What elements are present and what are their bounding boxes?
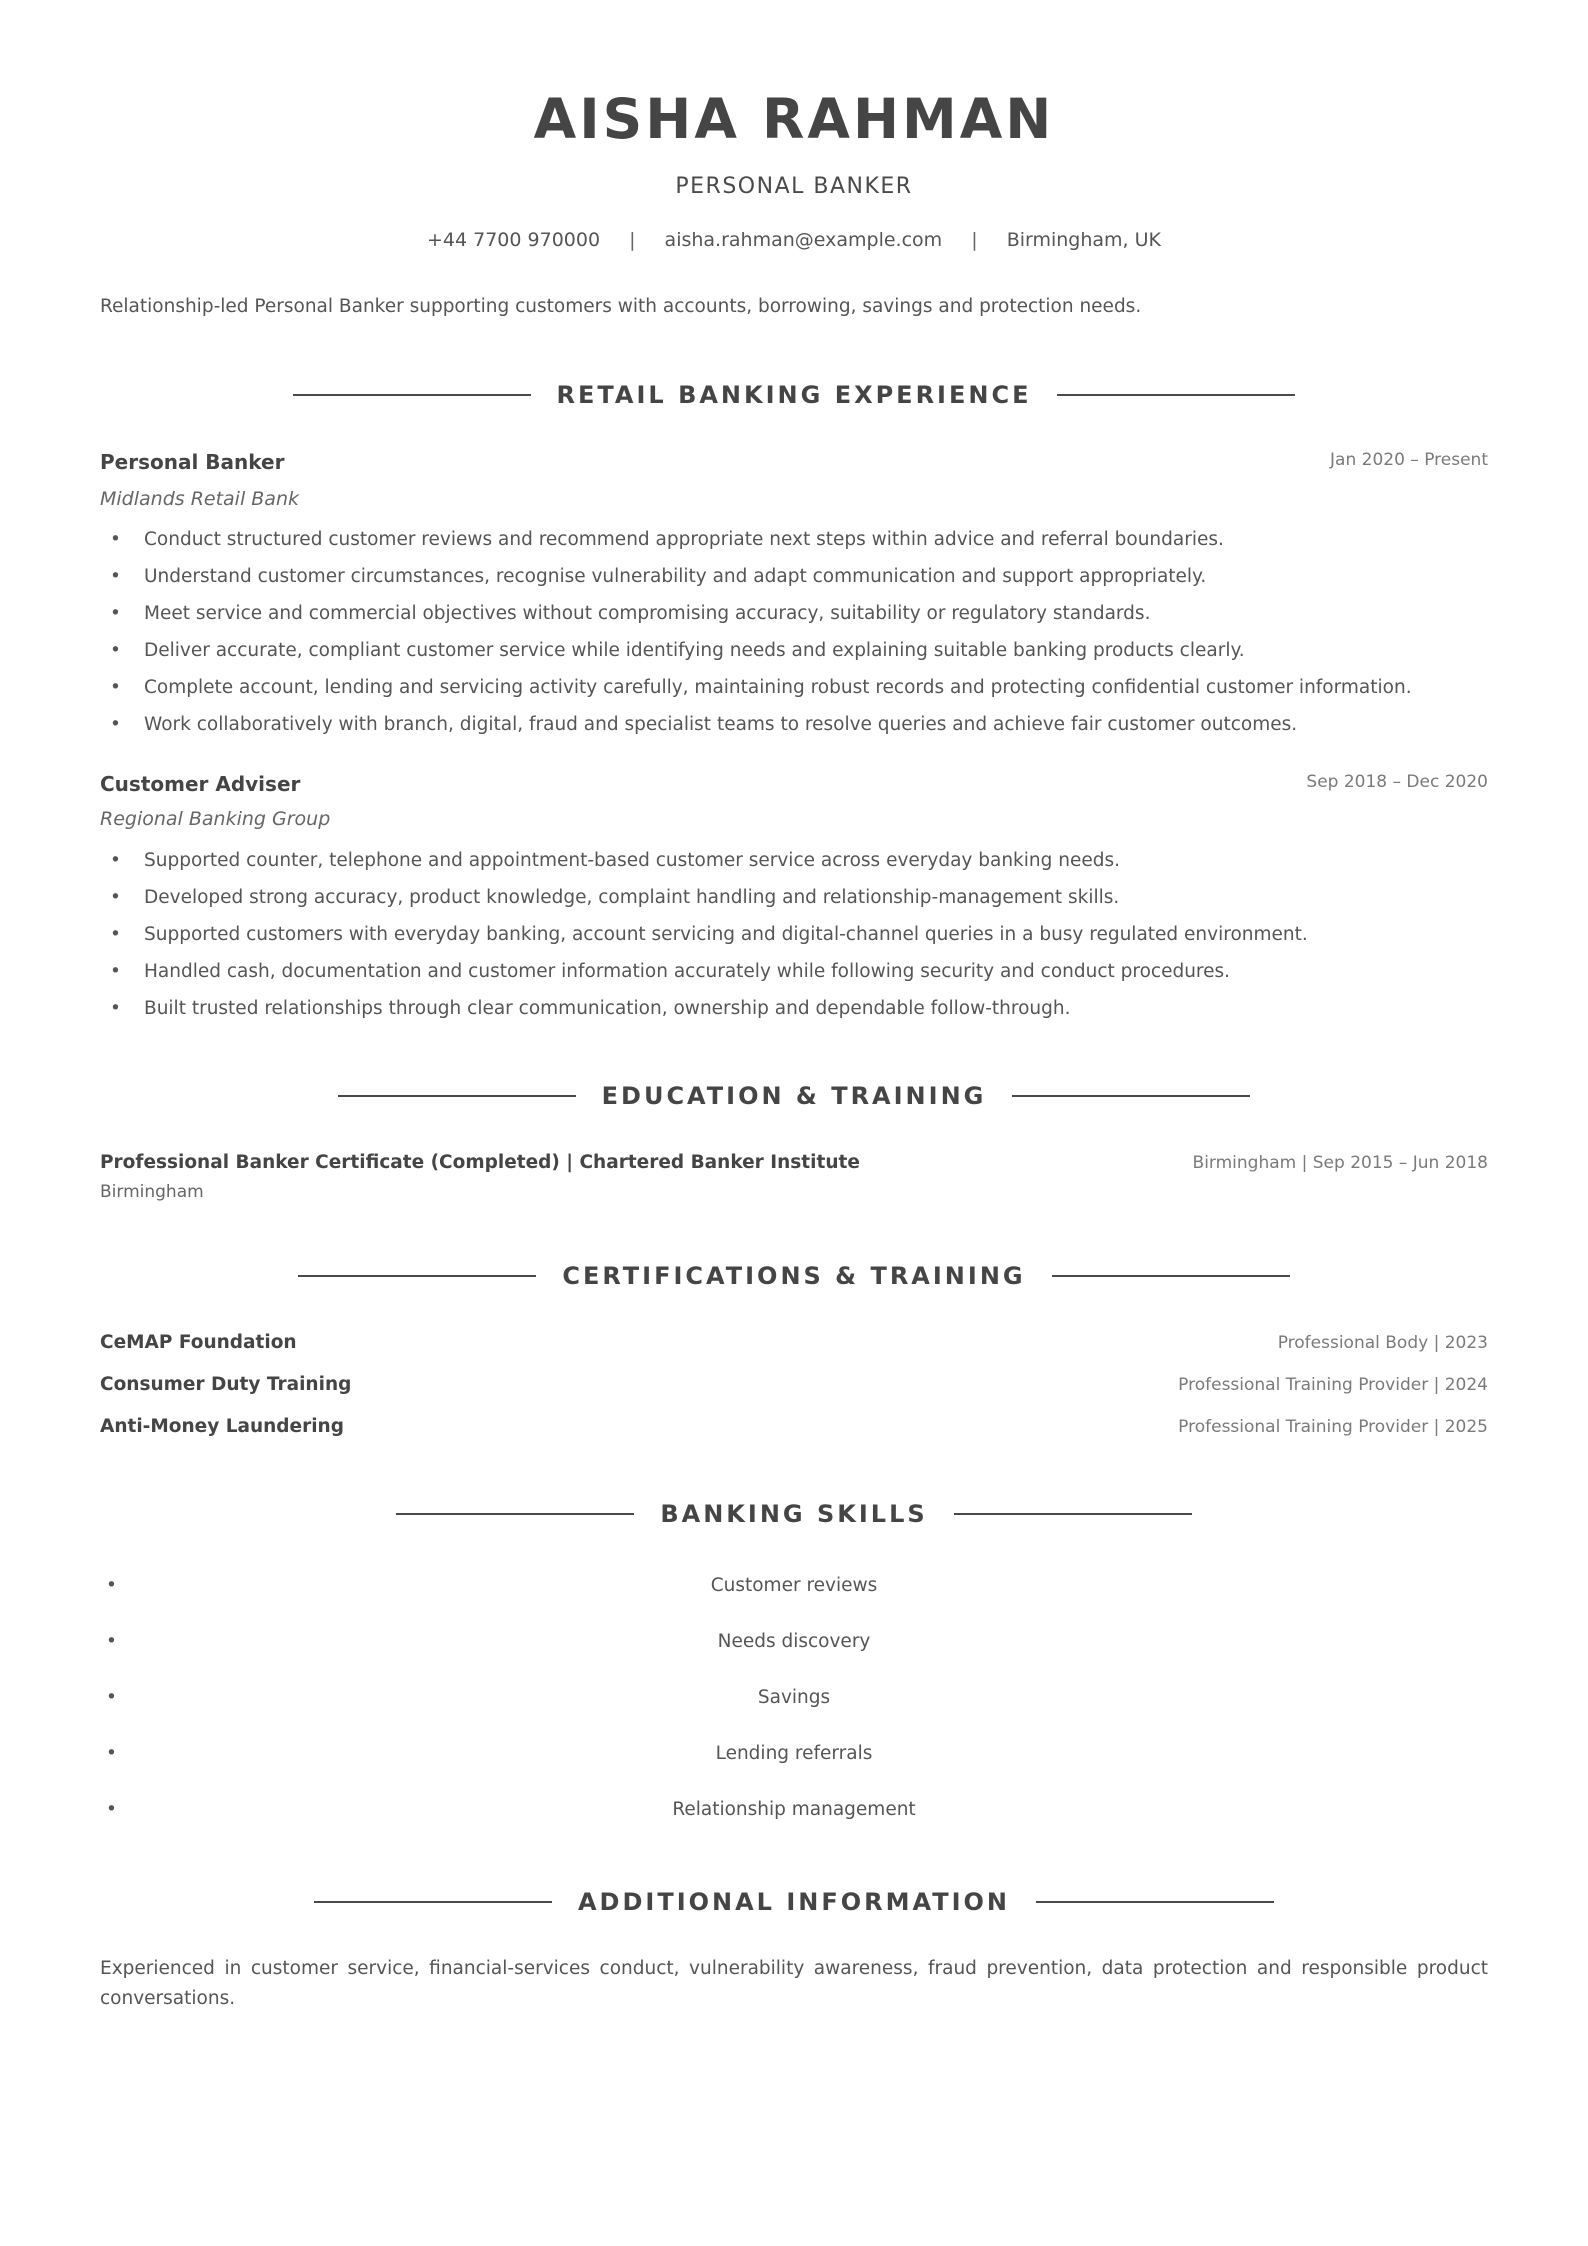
- job-title: Personal Banker: [100, 450, 285, 474]
- section-heading-label: ADDITIONAL INFORMATION: [577, 1888, 1011, 1916]
- skill-item: • Customer reviews: [100, 1558, 1488, 1614]
- section-heading-experience: [100, 378, 1488, 412]
- heading-rule-right: [1036, 1901, 1274, 1903]
- certification-name: Anti-Money Laundering: [100, 1416, 344, 1437]
- education-title: Professional Banker Certificate (Completed) | Chartered Banker Institute: [100, 1152, 860, 1173]
- certification-name: CeMAP Foundation: [100, 1332, 297, 1353]
- skill-item: • Lending referrals: [100, 1726, 1488, 1782]
- bullet-item: • Work collaboratively with branch, digital, fraud and specialist teams to resolve queries and achieve fair customer outcomes.: [144, 706, 1488, 743]
- section-heading-label: RETAIL BANKING EXPERIENCE: [556, 381, 1032, 409]
- section-heading-skills: [100, 1497, 1488, 1531]
- bullet-item: • Developed strong accuracy, product knowledge, complaint handling and relationship-management skills.: [144, 879, 1488, 916]
- section-heading-certifications: [100, 1259, 1488, 1293]
- contact-line: [100, 228, 1488, 252]
- skill-item: • Needs discovery: [100, 1614, 1488, 1670]
- section-heading-label: BANKING SKILLS: [660, 1500, 928, 1528]
- skill-item: • Relationship management: [100, 1782, 1488, 1838]
- contact-location: Birmingham, UK: [1006, 229, 1162, 251]
- heading-rule-left: [293, 394, 531, 396]
- candidate-role: PERSONAL BANKER: [675, 174, 913, 199]
- job-title: Customer Adviser: [100, 772, 301, 796]
- education-location: Birmingham: [100, 1182, 204, 1202]
- section-heading-label: CERTIFICATIONS & TRAINING: [562, 1262, 1026, 1290]
- candidate-name: AISHA RAHMAN: [533, 87, 1055, 151]
- contact-separator: |: [971, 229, 978, 251]
- summary-text: Relationship-led Personal Banker supporting customers with accounts, borrowing, savings and protection needs.: [100, 296, 1142, 317]
- job-dates: Sep 2018 – Dec 2020: [1306, 772, 1488, 792]
- heading-rule-right: [954, 1513, 1192, 1515]
- heading-rule-left: [396, 1513, 634, 1515]
- certification-name: Consumer Duty Training: [100, 1374, 352, 1395]
- heading-rule-left: [314, 1901, 552, 1903]
- job-bullets: [100, 842, 1488, 1027]
- contact-separator: |: [629, 229, 636, 251]
- education-meta: Birmingham | Sep 2015 – Jun 2018: [1192, 1153, 1488, 1173]
- contact-phone: +44 7700 970000: [426, 229, 601, 251]
- heading-rule-right: [1052, 1275, 1290, 1277]
- bullet-item: • Meet service and commercial objectives without compromising accuracy, suitability or regulatory standards.: [144, 595, 1488, 632]
- job-company: Midlands Retail Bank: [100, 488, 299, 510]
- job-bullets: [100, 521, 1488, 743]
- heading-rule-left: [338, 1095, 576, 1097]
- skills-list: [100, 1558, 1488, 1838]
- additional-info-text: Experienced in customer service, financial-services conduct, vulnerability awareness, fraud prevention, data protection and responsible product conversations.: [100, 1958, 1488, 2009]
- bullet-item: • Handled cash, documentation and customer information accurately while following security and conduct procedures.: [144, 953, 1488, 990]
- bullet-item: • Understand customer circumstances, recognise vulnerability and adapt communication and support appropriately.: [144, 558, 1488, 595]
- job-company: Regional Banking Group: [100, 808, 331, 830]
- section-heading-label: EDUCATION & TRAINING: [601, 1082, 987, 1110]
- bullet-item: • Conduct structured customer reviews and recommend appropriate next steps within advice and referral boundaries.: [144, 521, 1488, 558]
- section-heading-additional: [100, 1885, 1488, 1919]
- heading-rule-right: [1057, 394, 1295, 396]
- certification-meta: Professional Body | 2023: [1277, 1333, 1488, 1353]
- bullet-item: • Deliver accurate, compliant customer service while identifying needs and explaining suitable banking products clearly.: [144, 632, 1488, 669]
- skill-item: • Savings: [100, 1670, 1488, 1726]
- contact-email[interactable]: aisha.rahman@example.com: [664, 229, 943, 251]
- heading-rule-right: [1012, 1095, 1250, 1097]
- bullet-item: • Built trusted relationships through clear communication, ownership and dependable follow-through.: [144, 990, 1488, 1027]
- section-heading-education: [100, 1079, 1488, 1113]
- heading-rule-left: [298, 1275, 536, 1277]
- job-dates: Jan 2020 – Present: [1330, 450, 1488, 470]
- bullet-item: • Complete account, lending and servicing activity carefully, maintaining robust records and protecting confidential customer information.: [144, 669, 1488, 706]
- bullet-item: • Supported customers with everyday banking, account servicing and digital-channel queries in a busy regulated environment.: [144, 916, 1488, 953]
- bullet-item: • Supported counter, telephone and appointment-based customer service across everyday banking needs.: [144, 842, 1488, 879]
- certification-meta: Professional Training Provider | 2025: [1178, 1417, 1488, 1437]
- certification-meta: Professional Training Provider | 2024: [1178, 1375, 1488, 1395]
